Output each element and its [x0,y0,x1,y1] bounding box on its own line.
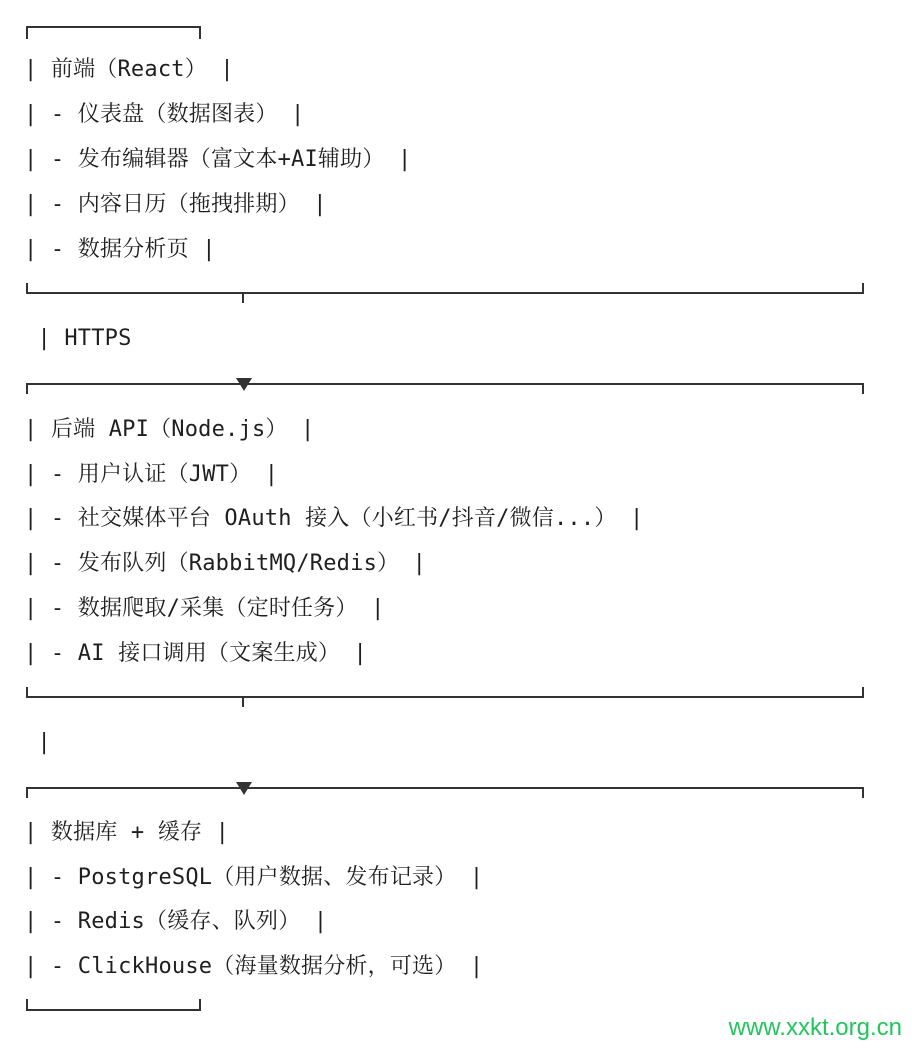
backend-item: | - AI 接口调用（文案生成） | [24,641,368,666]
backend-item: | - 发布队列（RabbitMQ/Redis） | [24,551,427,576]
connector-https-label: | HTTPS [24,326,132,351]
backend-title: | 后端 API（Node.js） | [24,417,315,442]
frontend-item: | - 内容日历（拖拽排期） | [24,192,327,217]
frontend-item: | - 数据分析页 | [24,237,216,262]
database-box-bottom-border [26,998,206,1012]
frontend-box-top-border [26,26,206,40]
database-item: | - PostgreSQL（用户数据、发布记录） | [24,865,484,890]
database-item: | - Redis（缓存、队列） | [24,909,328,934]
backend-box-top-border [26,376,868,396]
frontend-item: | - 发布编辑器（富文本+AI辅助） | [24,147,412,172]
connector-line: | [24,730,51,755]
frontend-title: | 前端（React） | [24,57,234,82]
backend-box-bottom-border [26,686,868,708]
database-item: | - ClickHouse（海量数据分析，可选） | [24,954,484,979]
frontend-item: | - 仪表盘（数据图表） | [24,102,305,127]
database-title: | 数据库 + 缓存 | [24,820,230,845]
backend-item: | - 社交媒体平台 OAuth 接入（小红书/抖音/微信...） | [24,506,644,531]
backend-item: | - 数据爬取/采集（定时任务） | [24,596,385,621]
backend-item: | - 用户认证（JWT） | [24,462,279,487]
watermark-text: www.xxkt.org.cn [728,1014,902,1041]
frontend-box-bottom-border [26,282,868,304]
database-box-top-border [26,780,868,800]
